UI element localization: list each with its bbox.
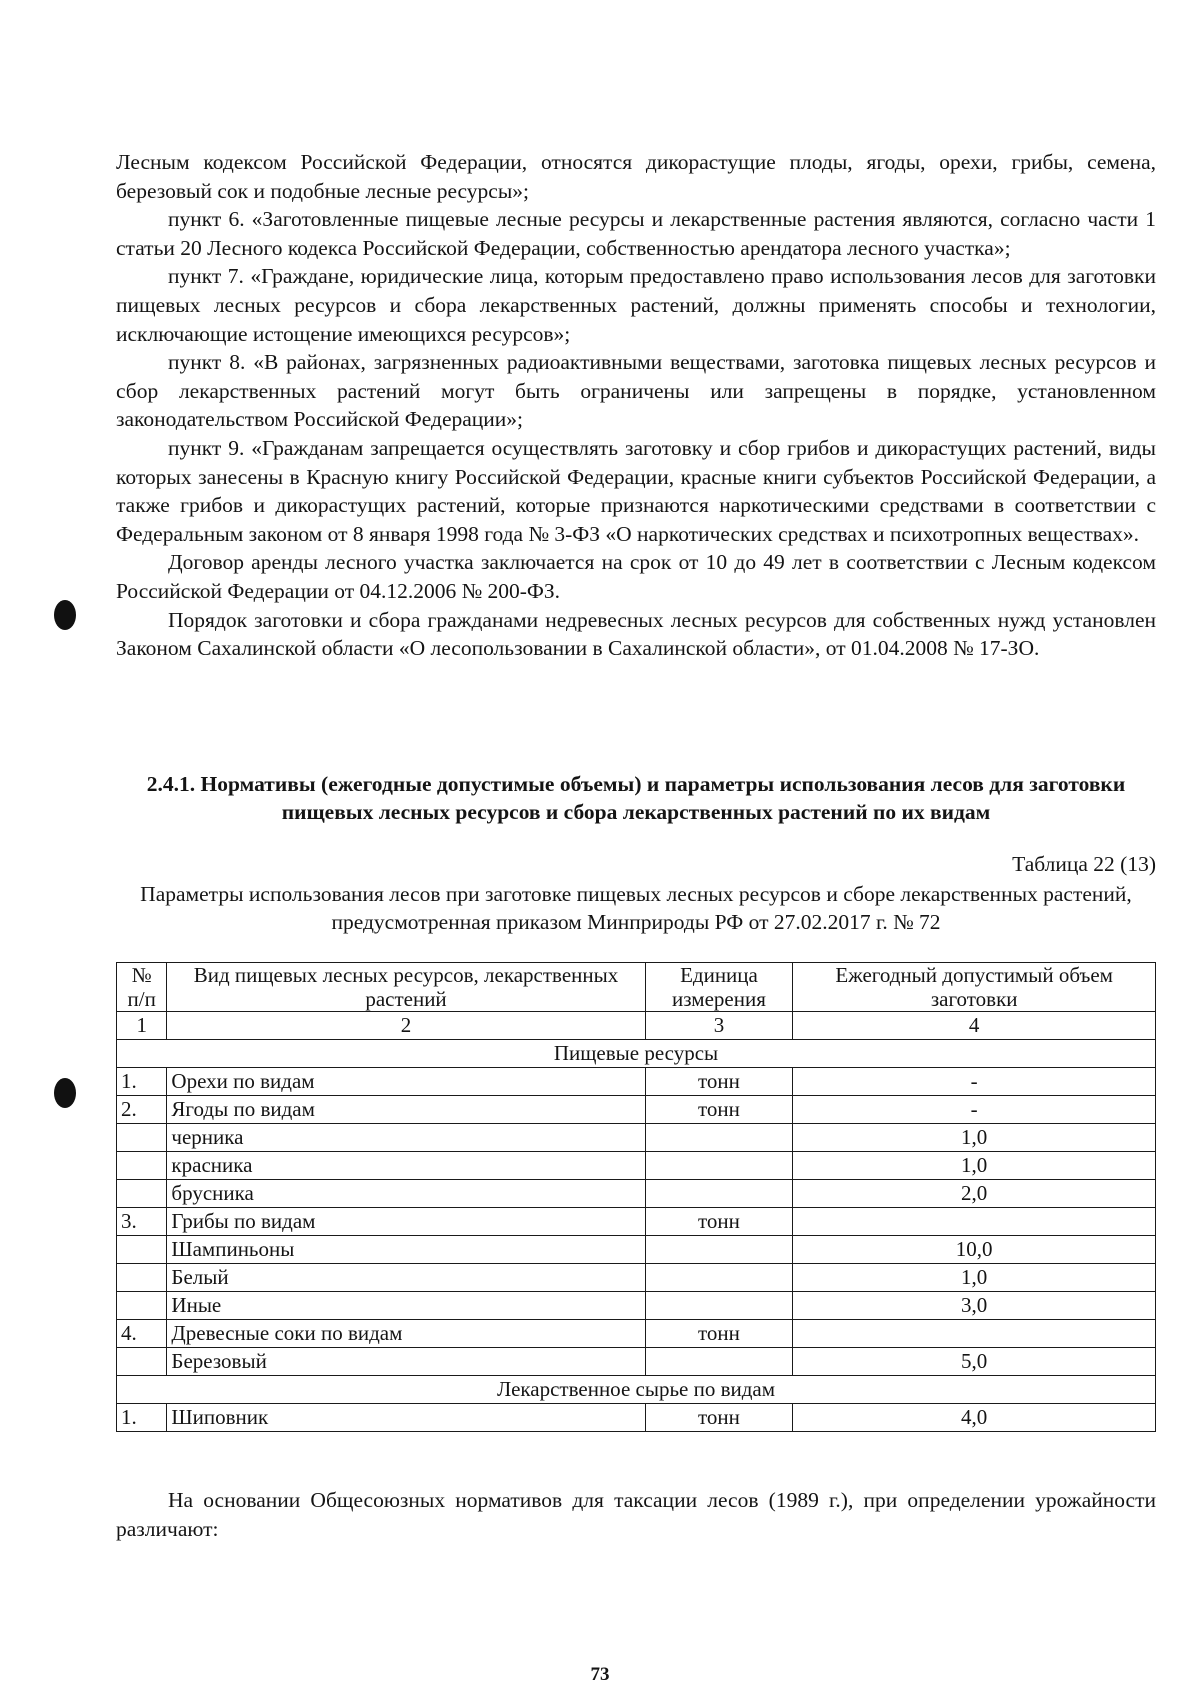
row-number bbox=[117, 1348, 167, 1376]
paragraph: Договор аренды лесного участка заключается на срок от 10 до 49 лет в соответствии с Лесным кодексом Российской Федерации от 04.12.2006 № 200-ФЗ. bbox=[116, 550, 1156, 603]
column-number: 4 bbox=[793, 1012, 1156, 1040]
resource-name: черника bbox=[167, 1124, 645, 1152]
paragraph: пункт 7. «Граждане, юридические лица, которым предоставлено право использования лесов для заготовки пищевых лесных ресурсов и сбора лекарственных растений, должны применять способы и технологии, исключающие истощение имеющихся ресурсов»; bbox=[116, 264, 1156, 346]
table-row bbox=[117, 1180, 1156, 1208]
resource-name: Шампиньоны bbox=[167, 1236, 645, 1264]
header-annual-volume: Ежегодный допустимый объем заготовки bbox=[793, 963, 1156, 1012]
column-number: 3 bbox=[645, 1012, 793, 1040]
row-number bbox=[117, 1292, 167, 1320]
volume-cell: 3,0 bbox=[793, 1292, 1156, 1320]
resource-name: Древесные соки по видам bbox=[167, 1320, 645, 1348]
row-number: 1. bbox=[117, 1404, 167, 1432]
unit-cell bbox=[645, 1180, 793, 1208]
volume-cell bbox=[793, 1320, 1156, 1348]
table-row bbox=[117, 1264, 1156, 1292]
unit-cell bbox=[645, 1236, 793, 1264]
table-row bbox=[117, 1096, 1156, 1124]
header-resource-type: Вид пищевых лесных ресурсов, лекарственных растений bbox=[167, 963, 645, 1012]
unit-cell: тонн bbox=[645, 1404, 793, 1432]
row-number: 3. bbox=[117, 1208, 167, 1236]
resource-name: Ягоды по видам bbox=[167, 1096, 645, 1124]
row-number bbox=[117, 1152, 167, 1180]
volume-cell: - bbox=[793, 1096, 1156, 1124]
resource-name: Орехи по видам bbox=[167, 1068, 645, 1096]
section-food-resources: Пищевые ресурсы bbox=[117, 1040, 1156, 1068]
medicinal-rows bbox=[117, 1404, 1156, 1432]
table-row bbox=[117, 1320, 1156, 1348]
paragraph: пункт 6. «Заготовленные пищевые лесные ресурсы и лекарственные растения являются, согласно части 1 статьи 20 Лесного кодекса Российской Федерации, собственностью арендатора лесного участка»; bbox=[116, 207, 1156, 260]
binder-hole-mark bbox=[54, 600, 76, 630]
unit-cell: тонн bbox=[645, 1208, 793, 1236]
volume-cell: 4,0 bbox=[793, 1404, 1156, 1432]
unit-cell: тонн bbox=[645, 1068, 793, 1096]
resource-name: Белый bbox=[167, 1264, 645, 1292]
section-row bbox=[117, 1376, 1156, 1404]
row-number bbox=[117, 1264, 167, 1292]
unit-cell bbox=[645, 1152, 793, 1180]
volume-cell: 10,0 bbox=[793, 1236, 1156, 1264]
row-number: 2. bbox=[117, 1096, 167, 1124]
paragraph: Порядок заготовки и сбора гражданами недревесных лесных ресурсов для собственных нужд установлен Законом Сахалинской области «О лесопользовании в Сахалинской области», от 01.04.2008 № 17-ЗО. bbox=[116, 607, 1156, 661]
section-medicinal-resources: Лекарственное сырье по видам bbox=[117, 1376, 1156, 1404]
table-row bbox=[117, 1124, 1156, 1152]
table-row bbox=[117, 1152, 1156, 1180]
resource-name: красника bbox=[167, 1152, 645, 1180]
binder-hole-mark bbox=[54, 1078, 76, 1108]
table-row bbox=[117, 1348, 1156, 1376]
resource-name: Иные bbox=[167, 1292, 645, 1320]
unit-cell: тонн bbox=[645, 1320, 793, 1348]
column-number: 2 bbox=[167, 1012, 645, 1040]
resource-name: брусника bbox=[167, 1180, 645, 1208]
paragraph: пункт 9. «Гражданам запрещается осуществлять заготовку и сбор грибов и дикорастущих растений, виды которых занесены в Красную книгу Российской Федерации, красные книги субъектов Российской Федерации, а также грибов и дикорастущих растений, которые признаются наркотическими средствами в соответствии с Федеральным законом от 8 января 1998 года № 3-ФЗ «О наркотических средствах и психотропных веществах». bbox=[116, 435, 1156, 546]
section-heading: 2.4.1. Нормативы (ежегодные допустимые объемы) и параметры использования лесов для заготовки пищевых лесных ресурсов и сбора лекарственных растений по их видам bbox=[146, 772, 1126, 824]
unit-cell: тонн bbox=[645, 1096, 793, 1124]
paragraph: Лесным кодексом Российской Федерации, относятся дикорастущие плоды, ягоды, орехи, грибы, семена, березовый сок и подобные лесные ресурсы»; bbox=[116, 150, 1156, 203]
header-unit: Единица измерения bbox=[645, 963, 793, 1012]
resource-name: Березовый bbox=[167, 1348, 645, 1376]
table-row bbox=[117, 1404, 1156, 1432]
volume-cell: 5,0 bbox=[793, 1348, 1156, 1376]
volume-cell: 2,0 bbox=[793, 1180, 1156, 1208]
unit-cell bbox=[645, 1264, 793, 1292]
unit-cell bbox=[645, 1124, 793, 1152]
volume-cell bbox=[793, 1208, 1156, 1236]
volume-cell: 1,0 bbox=[793, 1124, 1156, 1152]
row-number bbox=[117, 1180, 167, 1208]
table-row bbox=[117, 1208, 1156, 1236]
page-number: 73 bbox=[590, 1664, 610, 1685]
body-text bbox=[116, 148, 1156, 663]
resource-name: Грибы по видам bbox=[167, 1208, 645, 1236]
closing-paragraph: На основании Общесоюзных нормативов для таксации лесов (1989 г.), при определении урожайности различают: bbox=[116, 1488, 1156, 1541]
volume-cell: - bbox=[793, 1068, 1156, 1096]
food-rows bbox=[117, 1068, 1156, 1376]
table-number: Таблица 22 (13) bbox=[1012, 852, 1156, 876]
column-number-row bbox=[117, 1012, 1156, 1040]
paragraph: пункт 8. «В районах, загрязненных радиоактивными веществами, заготовка пищевых лесных ресурсов и сбор лекарственных растений могут быть ограничены или запрещены в порядке, установленном законодательством Российской Федерации»; bbox=[116, 350, 1156, 432]
table-caption: Параметры использования лесов при заготовке пищевых лесных ресурсов и сборе лекарственных растений, предусмотренная приказом Минприроды РФ от 27.02.2017 г. № 72 bbox=[140, 882, 1132, 934]
unit-cell bbox=[645, 1292, 793, 1320]
row-number: 1. bbox=[117, 1068, 167, 1096]
volume-cell: 1,0 bbox=[793, 1152, 1156, 1180]
column-number: 1 bbox=[117, 1012, 167, 1040]
header-number: № п/п bbox=[117, 963, 167, 1012]
row-number bbox=[117, 1236, 167, 1264]
table-row bbox=[117, 1292, 1156, 1320]
row-number: 4. bbox=[117, 1320, 167, 1348]
table-row bbox=[117, 1236, 1156, 1264]
unit-cell bbox=[645, 1348, 793, 1376]
row-number bbox=[117, 1124, 167, 1152]
table-header-row bbox=[117, 963, 1156, 1012]
section-row bbox=[117, 1040, 1156, 1068]
volume-cell: 1,0 bbox=[793, 1264, 1156, 1292]
resources-table bbox=[116, 962, 1156, 1432]
table-row bbox=[117, 1068, 1156, 1096]
resource-name: Шиповник bbox=[167, 1404, 645, 1432]
